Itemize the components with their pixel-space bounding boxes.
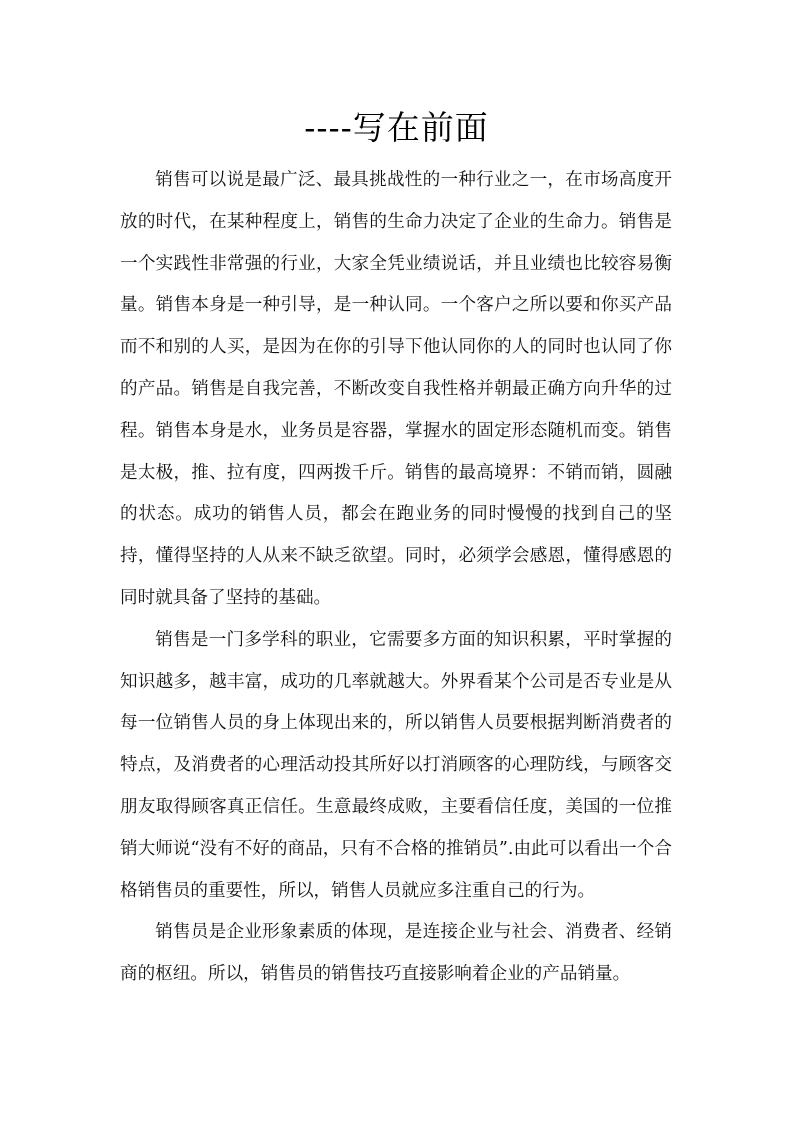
paragraph-2: 销售是一门多学科的职业，它需要多方面的知识积累，平时掌握的知识越多，越丰富，成功的几率就越大。外界看某个公司是否专业是从每一位销售人员的身上体现出来的，所以销售人员要根据判断消费者的特点，及消费者的心理活动投其所好以打消顾客的心理防线，与顾客交朋友取得顾客真正信任。生意最终成败，主要看信任度，美国的一位推销大师说“没有不好的商品，只有不合格的推销员”.由此可以看出一个合格销售员的重要性，所以，销售人员就应多注重自己的行为。 [120, 629, 672, 901]
paragraph-1: 销售可以说是最广泛、最具挑战性的一种行业之一，在市场高度开放的时代，在某种程度上，销售的生命力决定了企业的生命力。销售是一个实践性非常强的行业，大家全凭业绩说话，并且业绩也比较容易衡量。销售本身是一种引导，是一种认同。一个客户之所以要和你买产品而不和别的人买，是因为在你的引导下他认同你的人的同时也认同了你的产品。销售是自我完善，不断改变自我性格并朝最正确方向升华的过程。销售本身是水，业务员是容器，掌握水的固定形态随机而变。销售是太极，推、拉有度，四两拨千斤。销售的最高境界：不销而销，圆融的状态。成功的销售人员，都会在跑业务的同时慢慢的找到自己的坚持，懂得坚持的人从来不缺乏欲望。同时，必须学会感恩，懂得感恩的同时就具备了坚持的基础。 [120, 170, 672, 608]
paragraph-3: 销售员是企业形象素质的体现，是连接企业与社会、消费者、经销商的枢纽。所以，销售员的销售技巧直接影响着企业的产品销量。 [120, 922, 672, 985]
page-title: ----写在前面 [304, 108, 489, 147]
document-body [120, 160, 672, 996]
